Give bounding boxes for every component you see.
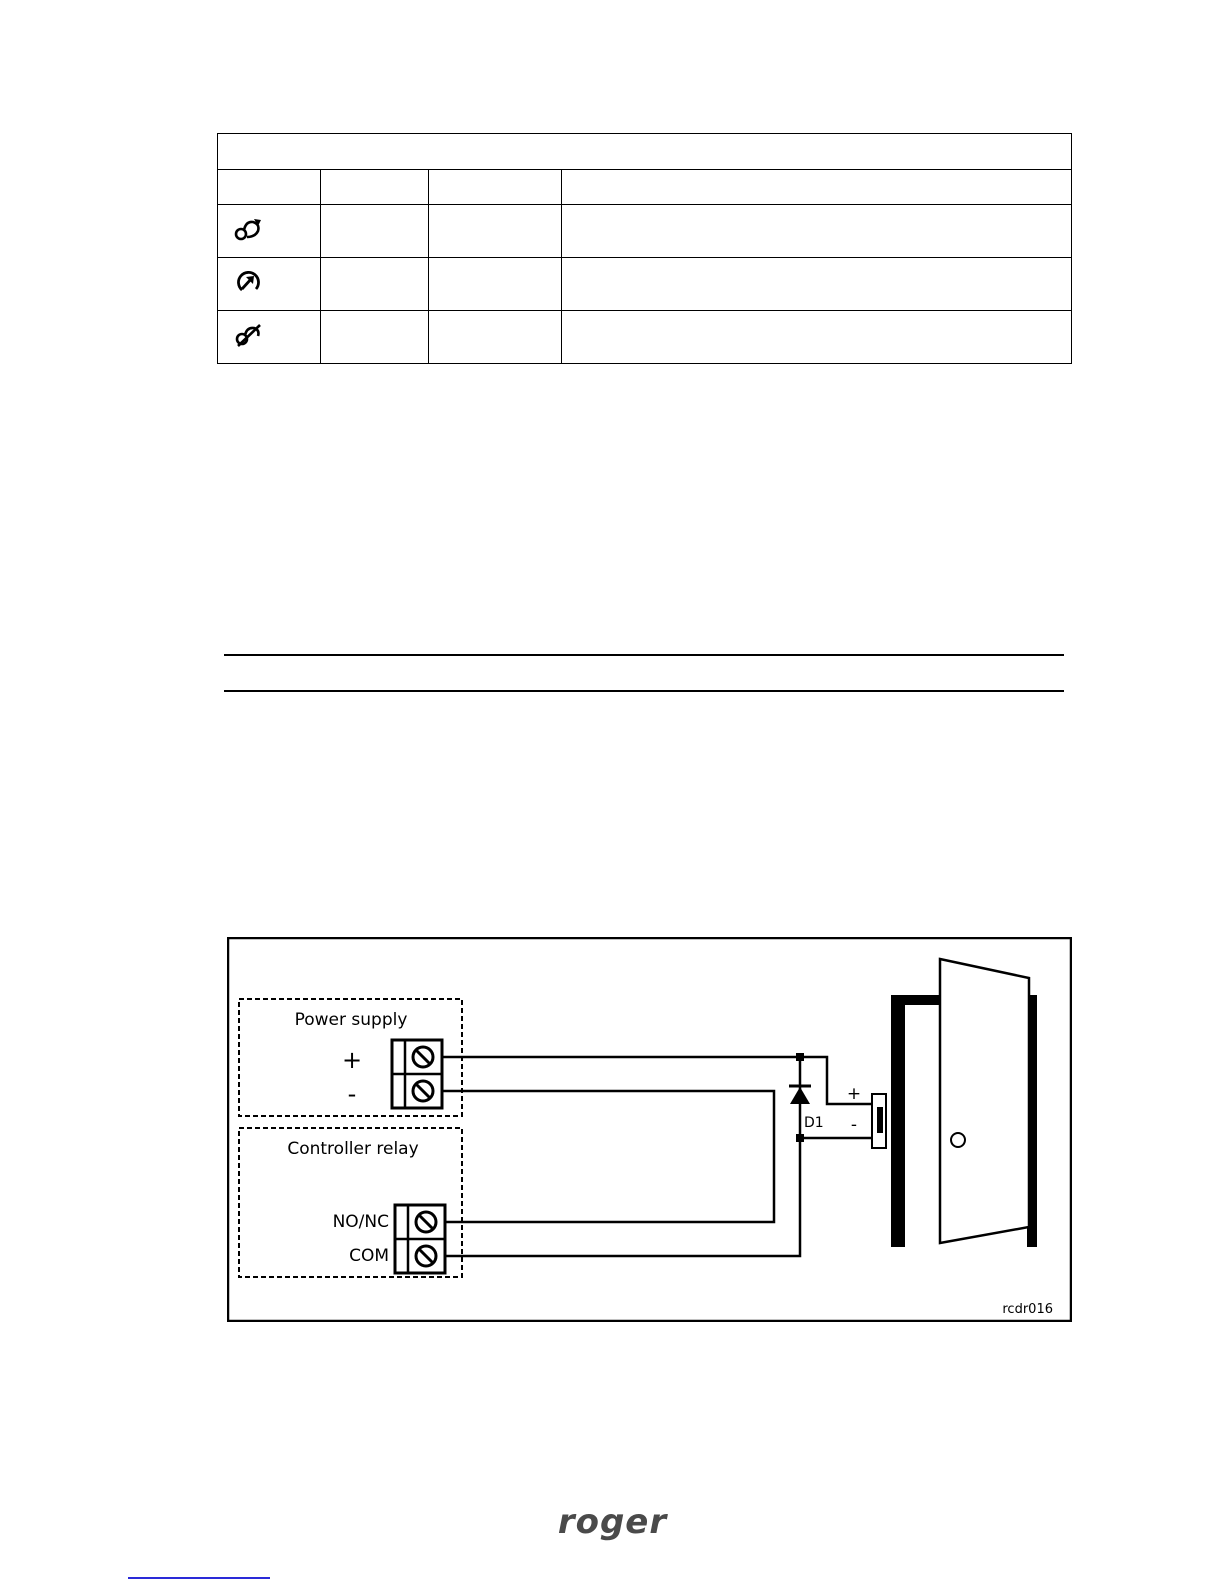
power-supply-label: Power supply: [294, 1010, 408, 1030]
key-arrow-icon: [234, 216, 264, 242]
table-header-cell: [218, 170, 321, 205]
table-row: [218, 311, 1072, 364]
table-header-cell: [321, 170, 429, 205]
wiring-diagram: [227, 937, 1072, 1322]
section-rule-top: [224, 654, 1064, 656]
footer-link-underline[interactable]: [128, 1577, 270, 1579]
plus-label: +: [341, 1046, 363, 1074]
section-rule-bottom: [224, 690, 1064, 692]
minus-label: -: [347, 1080, 357, 1108]
electric-strike: [872, 1094, 886, 1148]
table-title-cell: [218, 134, 1072, 170]
table-header-cell: [562, 170, 1072, 205]
relay-terminal-block: [395, 1205, 445, 1273]
circle-arrow-icon: [234, 268, 264, 296]
lock-plus-label: +: [846, 1084, 862, 1104]
key-crossed-icon: [234, 322, 264, 348]
roger-logo: roger: [557, 1502, 668, 1542]
no-nc-label: NO/NC: [332, 1212, 389, 1232]
power-terminal-block: [392, 1040, 442, 1108]
diode-label: D1: [804, 1115, 824, 1131]
table-row: [218, 258, 1072, 311]
table-header-cell: [429, 170, 562, 205]
door-knob: [951, 1133, 965, 1147]
controller-relay-label: Controller relay: [287, 1139, 419, 1159]
status-icons-table: [217, 133, 1072, 364]
figure-code: rcdr016: [1002, 1302, 1053, 1317]
com-label: COM: [349, 1246, 389, 1266]
lock-minus-label: -: [850, 1115, 858, 1135]
table-row: [218, 205, 1072, 258]
